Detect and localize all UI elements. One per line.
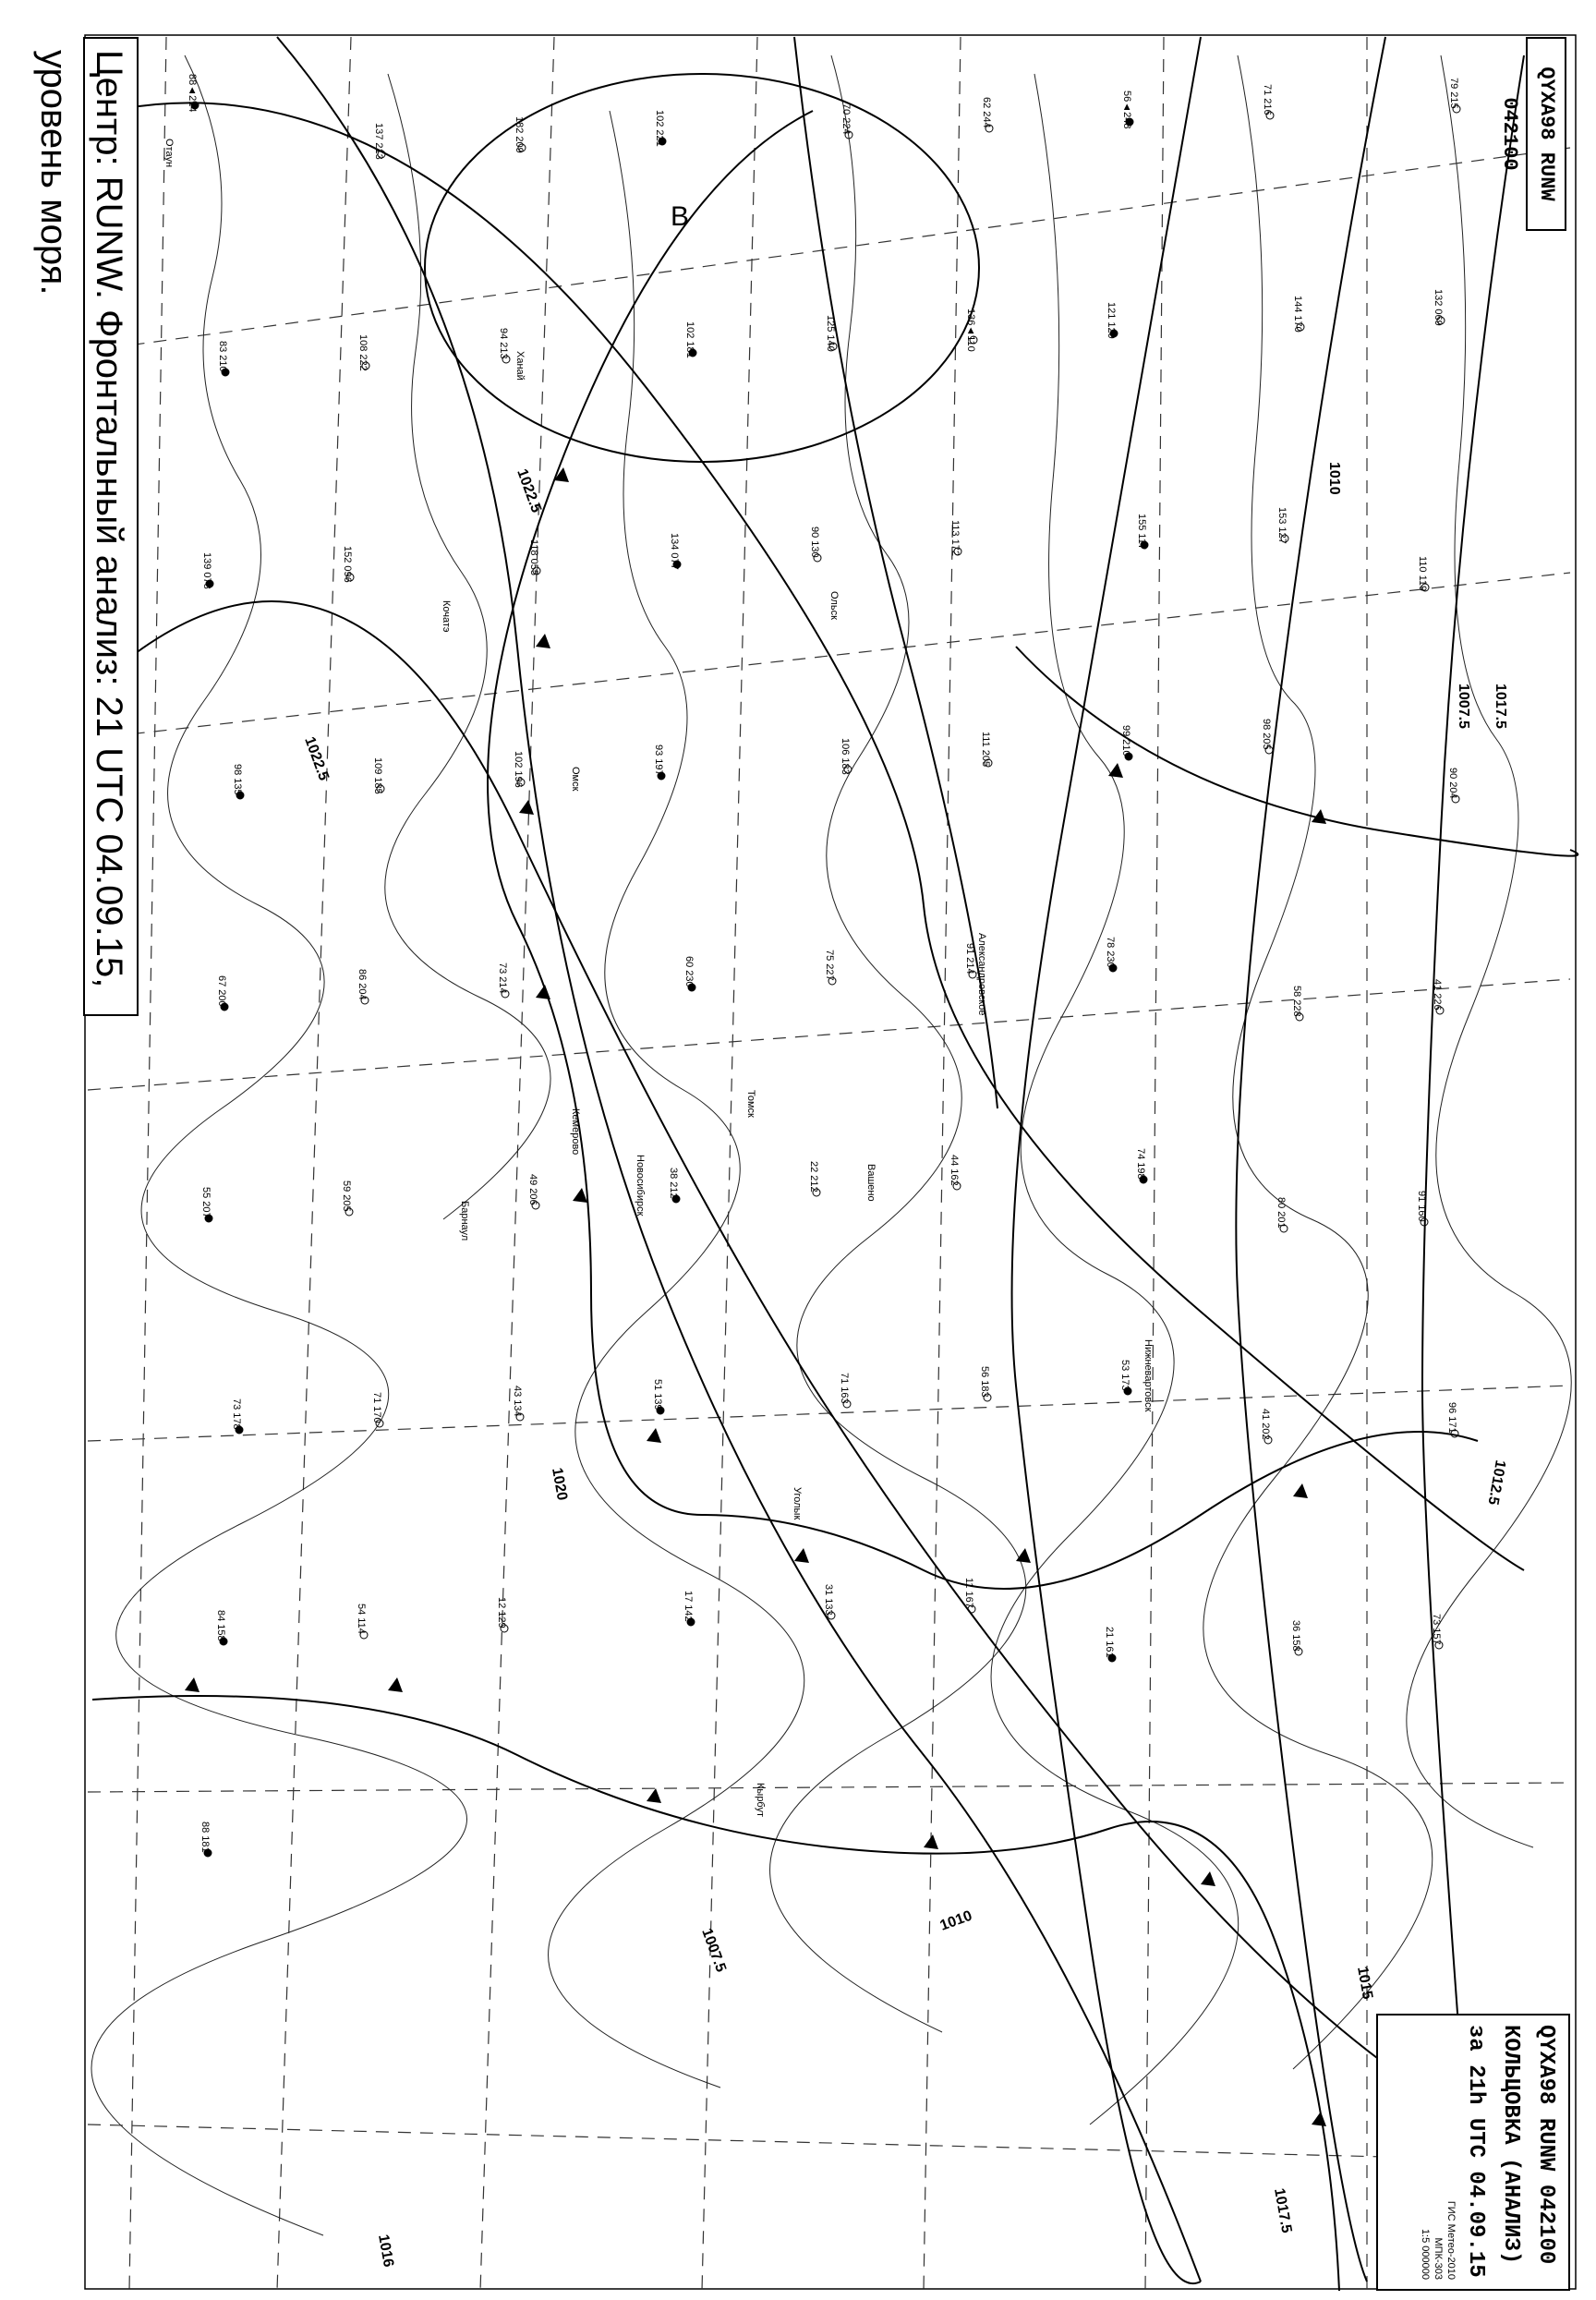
station-value: 84 158 <box>215 1610 226 1641</box>
station-value: 86 204 <box>357 969 368 1000</box>
station-value: 44 162 <box>949 1155 960 1186</box>
legend-software: ГИС Метео-2010 <box>1445 2200 1457 2280</box>
station-value: 102 196 <box>513 751 524 788</box>
isobar-label: 1017.5 <box>1493 684 1508 729</box>
station-value: 102 181 <box>684 321 695 358</box>
high-pressure-label: В <box>671 201 690 232</box>
station-value: 49 206 <box>527 1174 538 1205</box>
station-value: 71 163 <box>839 1373 850 1404</box>
station-value: 153 127 <box>1276 507 1288 544</box>
station-value: 51 139 <box>652 1379 663 1410</box>
station-value: 56 183 <box>979 1366 990 1398</box>
station-value: 136◄110 <box>965 309 976 352</box>
station-value: 73 214 <box>497 962 508 994</box>
station-value: 83 210 <box>217 341 228 372</box>
place-name: Кемерово <box>570 1108 581 1156</box>
isobar-label: 1016 <box>375 2233 396 2269</box>
legend-scale: 1:5 000000 <box>1420 2228 1431 2280</box>
station-value: 90 130 <box>809 527 820 558</box>
station-value: 55 207 <box>200 1187 212 1218</box>
legend-complex: МПК-303 <box>1433 2237 1444 2280</box>
place-name: Барнаул <box>459 1201 470 1241</box>
place-name: Ольск <box>828 591 840 620</box>
station-value: 41 202 <box>1260 1409 1271 1440</box>
place-name: Ханай <box>514 351 526 381</box>
station-value: 58 228 <box>1291 986 1302 1017</box>
place-name: Кочатэ <box>441 600 452 633</box>
station-value: 98 135 <box>232 764 243 795</box>
station-value: 110 119 <box>1417 556 1428 592</box>
station-value: 36 158 <box>1290 1620 1301 1652</box>
station-value: 99 210 <box>1120 725 1131 757</box>
station-value: 93 197 <box>653 744 664 776</box>
station-value: 88 181 <box>200 1822 211 1853</box>
isobar-label: 1012.5 <box>1484 1459 1508 1507</box>
map-legend <box>1376 2014 1570 2291</box>
map-title: Центр: RUNW. Фронтальный анализ: 21 UTC 04.09.15, уровень моря. <box>83 37 139 1016</box>
station-value: 74 198 <box>1135 1148 1146 1180</box>
station-value: 56◄248 <box>1121 91 1132 129</box>
station-value: 17 142 <box>683 1591 694 1622</box>
place-name: Вашено <box>865 1164 877 1202</box>
station-value: 134 077 <box>669 533 680 570</box>
station-value: 38 212 <box>668 1168 679 1199</box>
station-value: 21 161 <box>1104 1627 1115 1658</box>
station-value: 144 170 <box>1292 296 1303 333</box>
station-value: 73 157 <box>1431 1614 1442 1645</box>
station-value: 155 117 <box>1136 514 1147 550</box>
place-name: Томск <box>745 1090 756 1118</box>
station-value: 75 227 <box>824 950 835 981</box>
place-name: Уголык <box>792 1487 803 1520</box>
legend-code: QYXA98 RUNW 042100 <box>1533 2025 1558 2265</box>
legend-name: КОЛЬЦОВКА (АНАЛИЗ) <box>1498 2025 1523 2265</box>
station-value: 132 069 <box>1433 289 1444 326</box>
station-value: 139 078 <box>201 552 212 589</box>
station-value: 60 230 <box>683 956 695 987</box>
station-value: 91 160 <box>1416 1191 1427 1222</box>
station-value: 118 055 <box>528 539 539 575</box>
isobar-label: 1007.5 <box>698 1926 729 1975</box>
station-value: 91 214 <box>964 943 975 974</box>
station-value: 54 114 <box>356 1604 367 1634</box>
station-value: 90 204 <box>1447 768 1458 799</box>
station-value: 12 129 <box>496 1597 507 1628</box>
station-value: 102 221 <box>654 110 665 147</box>
place-name: Нижневартовск <box>1143 1339 1154 1412</box>
station-value: 79 215 <box>1448 78 1459 109</box>
station-value: 106 183 <box>840 738 851 775</box>
station-value: 71 170 <box>371 1392 382 1423</box>
station-value: 78 230 <box>1105 937 1116 968</box>
station-value: 22 212 <box>808 1161 819 1192</box>
station-value: 88◄214 <box>187 74 198 113</box>
station-value: 71 216 <box>1262 84 1273 115</box>
place-name: Кырбут <box>755 1783 766 1818</box>
station-value: 121 129 <box>1106 302 1117 339</box>
station-value: 152 096 <box>342 546 353 583</box>
place-name: Александровское <box>976 933 987 1016</box>
station-value: 113 172 <box>949 520 961 556</box>
station-value: 41 226 <box>1432 979 1443 1011</box>
station-value: 80 201 <box>1276 1197 1287 1229</box>
legend-time: за 21h UTC 04.09.15 <box>1463 2025 1488 2278</box>
station-value: 96 171 <box>1446 1402 1457 1434</box>
map-code: QYXA98 RUNW 042100 <box>1526 37 1566 231</box>
isobar-label: 1007.5 <box>1456 684 1471 729</box>
station-value: 108 222 <box>357 334 369 371</box>
station-value: 11 167 <box>963 1578 974 1608</box>
station-value: 111 205 <box>980 732 991 768</box>
isobar-label: 1010 <box>937 1907 974 1934</box>
station-value: 98 205 <box>1261 719 1272 750</box>
station-value: 62 244 <box>981 97 992 128</box>
station-value: 182 209 <box>514 116 525 153</box>
isobar-label: 1020 <box>549 1466 570 1502</box>
station-value: 70 224 <box>840 103 852 135</box>
station-value: 94 213 <box>498 328 509 359</box>
isobar-label: 1015 <box>1354 1965 1375 2001</box>
isobar-label: 1022.5 <box>514 466 544 515</box>
place-name: Новосибирск <box>635 1155 646 1217</box>
station-value: 31 133 <box>823 1584 834 1616</box>
station-value: 53 173 <box>1119 1360 1130 1391</box>
station-value: 59 205 <box>341 1180 352 1212</box>
station-value: 125 140 <box>825 315 836 352</box>
place-name: Омск <box>570 767 581 792</box>
station-value: 43 134 <box>512 1386 523 1417</box>
place-name: Отаун <box>163 139 175 168</box>
isobar-label: 1022.5 <box>301 734 332 783</box>
isobar-label: 1010 <box>1326 462 1342 495</box>
station-value: 109 185 <box>372 757 383 794</box>
station-value: 73 178 <box>231 1398 242 1430</box>
isobar-label: 1017.5 <box>1271 2186 1295 2234</box>
station-value: 137 213 <box>373 123 384 160</box>
station-value: 67 200 <box>216 975 227 1007</box>
